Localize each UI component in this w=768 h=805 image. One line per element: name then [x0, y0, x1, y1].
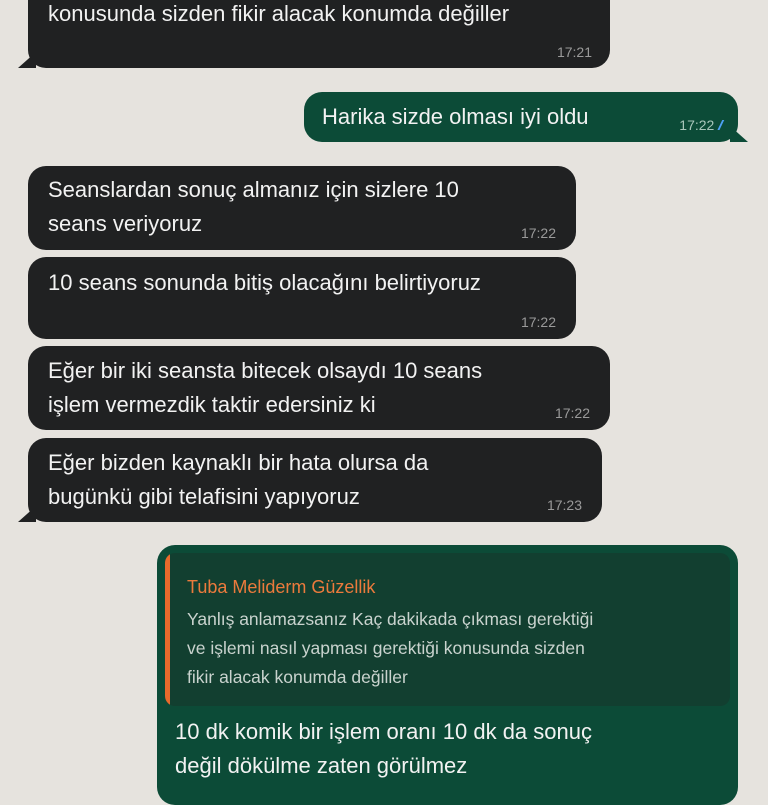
bubble-tail	[18, 506, 36, 522]
message-incoming[interactable]	[28, 438, 602, 522]
double-check-read-icon: //	[718, 117, 720, 133]
message-incoming[interactable]	[28, 166, 576, 250]
message-incoming[interactable]	[28, 257, 576, 339]
message-text: konusunda sizden fikir alacak konumda değiller	[48, 1, 510, 26]
message-incoming[interactable]	[28, 0, 610, 68]
message-outgoing[interactable]	[304, 92, 738, 142]
message-time: 17:22	[554, 405, 590, 421]
message-outgoing-reply[interactable]	[157, 545, 738, 805]
message-text: Harika sizde olması iyi oldu	[322, 104, 589, 129]
message-time	[679, 117, 720, 133]
message-incoming[interactable]	[28, 346, 610, 430]
message-text: Eğer bizden kaynaklı bir hata olursa da bugünkü gibi telafisini yapıyoruz	[48, 450, 429, 509]
message-time-text: 17:22	[679, 117, 715, 133]
message-text: Seanslardan sonuç almanız için sizlere 10 seans veriyoruz	[48, 177, 459, 236]
quote-text: Yanlış anlamazsanız Kaç dakikada çıkması gerektiği ve işlemi nasıl yapması gerektiği konusunda sizden fikir alacak konumda değiller	[187, 609, 594, 687]
bubble-tail	[730, 126, 748, 142]
message-time: 17:23	[546, 497, 582, 513]
message-text: 10 seans sonunda bitiş olacağını belirtiyoruz	[48, 270, 481, 295]
bubble-tail	[18, 52, 36, 68]
message-text: Eğer bir iki seansta bitecek olsaydı 10 seans işlem vermezdik taktir edersiniz ki	[48, 358, 483, 417]
message-time: 17:21	[556, 44, 592, 60]
message-text: 10 dk komik bir işlem oranı 10 dk da sonuç değil dökülme zaten görülmez	[175, 719, 592, 778]
message-time: 17:22	[520, 225, 556, 241]
quote-bar	[165, 553, 170, 706]
quoted-message[interactable]	[165, 553, 730, 706]
message-time: 17:22	[520, 314, 556, 330]
quote-author: Tuba Meliderm Güzellik	[187, 577, 376, 597]
